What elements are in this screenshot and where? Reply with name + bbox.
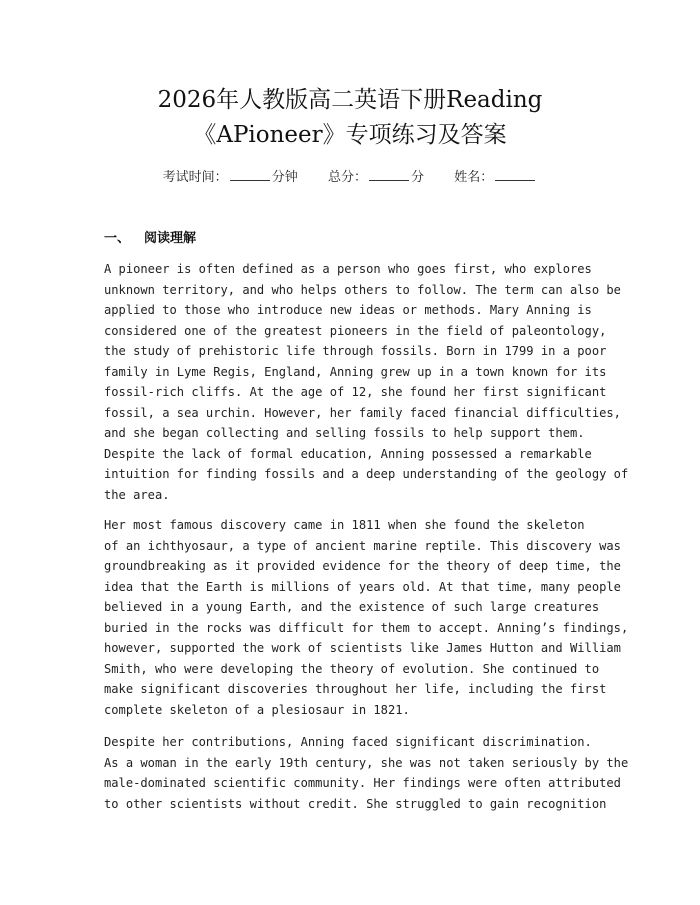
exam-info-row: [0, 166, 700, 189]
paragraph-line: family in Lyme Regis, England, Anning grew up in a town known for its: [104, 364, 607, 379]
paragraph-line: unknown territory, and who helps others to follow. The term can also be: [104, 282, 621, 297]
paragraph-line: buried in the rocks was difficult for them to accept. Anning’s findings,: [104, 620, 629, 635]
paragraph-line: As a woman in the early 19th century, she was not taken seriously by the: [104, 755, 629, 770]
paragraph-line: male-dominated scientific community. Her findings were often attributed: [104, 776, 621, 790]
paragraph-line: make significant discoveries throughout her life, including the first: [104, 682, 607, 696]
paragraph-line: Despite the lack of formal education, Anning possessed a remarkable: [104, 446, 592, 461]
total-score-field: [328, 166, 424, 189]
section-number: 一、: [104, 231, 131, 246]
exam-time-field: [163, 166, 298, 189]
student-name-field: [454, 166, 537, 189]
paragraph-line: A pioneer is often defined as a person who goes first, who explores: [104, 262, 592, 276]
document-title-line-1: 2026年人教版高二英语下册Reading: [157, 87, 543, 113]
paragraph-line: to other scientists without credit. She struggled to gain recognition: [104, 796, 607, 811]
paragraph-line: considered one of the greatest pioneers in the field of paleontology,: [104, 323, 607, 338]
paragraph-line: idea that the Earth is millions of years old. At that time, many people: [104, 579, 621, 594]
paragraph-line: fossil-rich cliffs. At the age of 12, she found her first significant: [104, 385, 607, 399]
total-score-unit: 分: [411, 170, 425, 185]
section-title: 阅读理解: [144, 231, 197, 246]
paragraph-line: the study of prehistoric life through fossils. Born in 1799 in a poor: [104, 344, 607, 358]
reading-paragraph-1: [104, 259, 629, 505]
document-title-line-2: 《APioneer》专项练习及答案: [193, 122, 507, 148]
section-heading: [104, 228, 196, 250]
exam-time-unit: 分钟: [271, 170, 298, 185]
paragraph-line: applied to those who introduce new ideas or methods. Mary Anning is: [104, 303, 592, 317]
total-score-blank: [369, 166, 409, 181]
student-name-blank: [495, 166, 535, 181]
paragraph-line: believed in a young Earth, and the existence of such large creatures: [104, 600, 600, 614]
student-name-label: 姓名：: [454, 170, 494, 185]
exam-time-blank: [230, 166, 270, 181]
paragraph-line: the area.: [104, 487, 170, 502]
reading-paragraph-3: [104, 732, 629, 814]
exam-time-label: 考试时间：: [162, 170, 228, 185]
paragraph-line: intuition for finding fossils and a deep understanding of the geology of: [104, 467, 629, 481]
paragraph-line: Smith, who were developing the theory of evolution. She continued to: [104, 661, 600, 676]
paragraph-line: fossil, a sea urchin. However, her family faced financial difficulties,: [104, 405, 621, 420]
paragraph-line: Her most famous discovery came in 1811 when she found the skeleton: [104, 518, 585, 532]
paragraph-line: and she began collecting and selling fossils to help support them.: [104, 426, 585, 440]
total-score-label: 总分：: [327, 170, 367, 185]
reading-paragraph-2: [104, 515, 629, 720]
paragraph-line: Despite her contributions, Anning faced significant discrimination.: [104, 735, 592, 749]
paragraph-line: groundbreaking as it provided evidence for the theory of deep time, the: [104, 559, 621, 573]
paragraph-line: however, supported the work of scientists like James Hutton and William: [104, 641, 621, 655]
paragraph-line: complete skeleton of a plesiosaur in 1821.: [104, 702, 410, 717]
paragraph-line: of an ichthyosaur, a type of ancient marine reptile. This discovery was: [104, 538, 621, 553]
